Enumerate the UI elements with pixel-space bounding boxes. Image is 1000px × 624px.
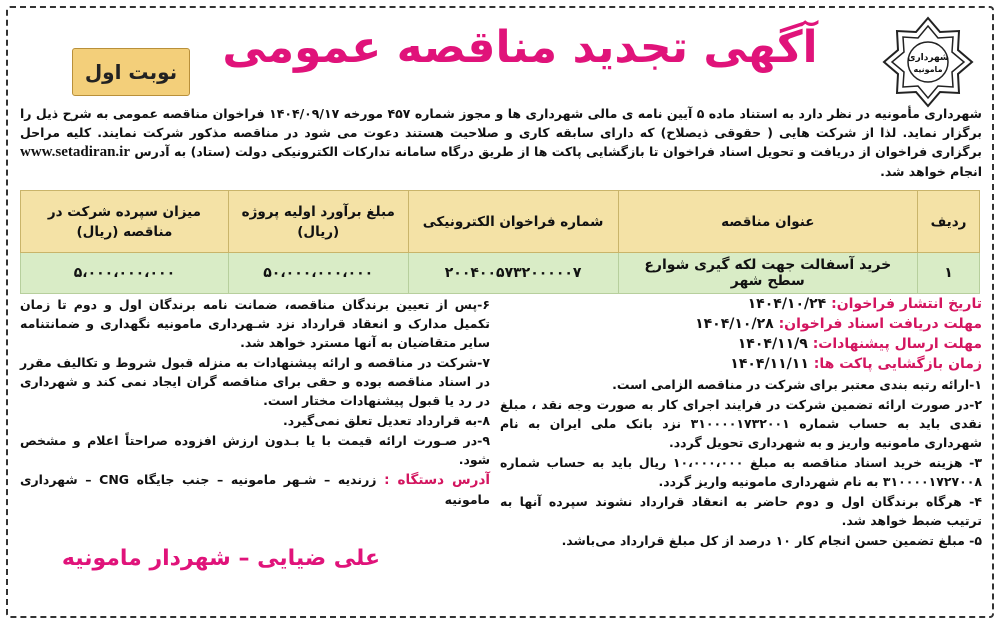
intro-text: شهرداری مأمونیه در نظر دارد به استناد ماده ۵ آیین نامه ی مالی شهرداری ها و مجوز شماره ۴۵۷ مورخه ۱۴۰۴/۰۹/۱۷ فراخوان مناقصه عمومی به شرح ذیل را برگزار نماید. لذا از شرکت هایی ( حقوقی ذیصلاح) که دارای سابقه کاری و صلاحیت هستند دعوت می شود در مناقصه مذکور شرکت نمایند. کلیه مراحل برگزاری فراخوان از دریافت و تحویل اسناد فراخوان تا بازگشایی پاکت ها از طریق درگاه سامانه تدارکات الکترونیکی دولت (ستاد) به آدرس [20,106,982,159]
notice-header [20,14,980,98]
condition-item: ۲-در صورت ارائه تضمین شرکت در فرایند اجرای کار به صورت وجه نقد ، مبلغ نقدی باید به حساب شماره ۳۱۰۰۰۰۱۷۳۲۰۰۱ نزد بانک ملی ایران به نام شهرداری مامونیه واریز و به شهرداری تحویل گردد. [500,397,982,450]
cell-tender-title: خرید آسفالت جهت لکه گیری شوارع سطح شهر [618,253,917,294]
date-value: ۱۴۰۴/۱۰/۲۴ [747,296,827,312]
cell-deposit: ۵،۰۰۰،۰۰۰،۰۰۰ [21,253,229,294]
header-deposit: میزان سپرده شرکت در مناقصه (ریال) [21,191,229,253]
date-opening [500,354,982,374]
address-text: زرندیه – شـهر مامونیه – جنب جایگاه CNG – شهرداری مامونیه [20,472,490,507]
condition-item: ۶-پس از تعیین برندگان مناقصه، ضمانت نامه برندگان اول و دوم تا زمان تکمیل مدارک و انعقاد قرارداد نزد شـهرداری مامونیه نگهداری و ضمانتنامه سایر متقاضیان به آنها مسترد خواهد شد. [20,297,490,350]
date-publish [500,294,982,314]
address-block [20,470,490,509]
date-value: ۱۴۰۴/۱۰/۲۸ [695,316,774,332]
table-row [21,253,980,294]
intro-paragraph [20,104,982,181]
date-label: زمان بازگشایی پاکت ها: [813,356,982,372]
date-label: تاریخ انتشار فراخوان: [831,296,982,312]
date-docs-deadline [500,314,982,334]
cell-row-number: ۱ [918,253,980,294]
left-column [20,294,490,509]
condition-item: ۳- هزینه خرید اسناد مناقصه به مبلغ ۱۰،۰۰۰،۰۰۰ ریال باید به حساب شماره ۳۱۰۰۰۰۱۷۲۷۰۰۸ به نام شهرداری مامونیه واریز گردد. [500,455,982,489]
cell-call-number: ۲۰۰۴۰۰۵۷۳۲۰۰۰۰۰۷ [408,253,618,294]
condition-item: ۵- مبلغ تضمین حسن انجام کار ۱۰ درصد از کل مبلغ قرارداد می‌باشد. [561,533,982,548]
svg-text:شهرداری: شهرداری [907,53,949,63]
condition-item: ۱-ارائه رتبه بندی معتبر برای شرکت در مناقصه الزامی است. [612,377,982,392]
date-label: مهلت دریافت اسناد فراخوان: [778,316,982,332]
header-row-number: ردیف [918,191,980,253]
notice-title: آگهی تجدید مناقصه عمومی [222,22,818,73]
setad-website-link[interactable]: www.setadiran.ir [20,144,130,160]
condition-item: ۸-به قرارداد تعدیل تعلق نمی‌گیرد. [282,413,490,428]
date-submission-deadline [500,334,982,354]
condition-item: ۹-در صـورت ارائه قیمت با یا بـدون ارزش افزوده صراحتاً اعلام و مشخص شود. [20,433,490,467]
date-label: مهلت ارسال پیشنهادات: [812,336,982,352]
tender-table-header [21,191,980,253]
cell-estimate: ۵۰،۰۰۰،۰۰۰،۰۰۰ [228,253,408,294]
intro-tail: انجام خواهد شد. [880,164,982,179]
condition-item: ۷-شرکت در مناقصه و ارائه پیشنهادات به منزله قبول شروط و تکالیف مقرر در اسناد مناقصه بوده و حقی برای مناقصه گران ایجاد نمی کند و شهرداری در رد یا قبول پیشنهادات مختار است. [20,355,490,408]
address-label: آدرس دستگاه : [384,472,491,488]
tender-table [20,190,980,294]
emblem-icon [882,16,974,108]
header-estimate: مبلغ برآورد اولیه پروژه (ریال) [228,191,408,253]
date-value: ۱۴۰۴/۱۱/۹ [737,336,808,352]
header-call-number: شماره فراخوان الکترونیکی [408,191,618,253]
municipality-logo [882,16,974,108]
right-column [500,294,982,550]
condition-item: ۴- هرگاه برندگان اول و دوم حاضر به انعقاد قرارداد نشوند سپرده آنها به ترتیب ضبط خواهد شد. [500,494,982,528]
mayor-signature: علی ضیایی – شهردار مامونیه [61,546,381,571]
edition-badge: نوبت اول [72,48,190,96]
date-value: ۱۴۰۴/۱۱/۱۱ [730,356,809,372]
svg-text:مامونیه: مامونیه [913,65,943,74]
header-tender-title: عنوان مناقصه [618,191,917,253]
